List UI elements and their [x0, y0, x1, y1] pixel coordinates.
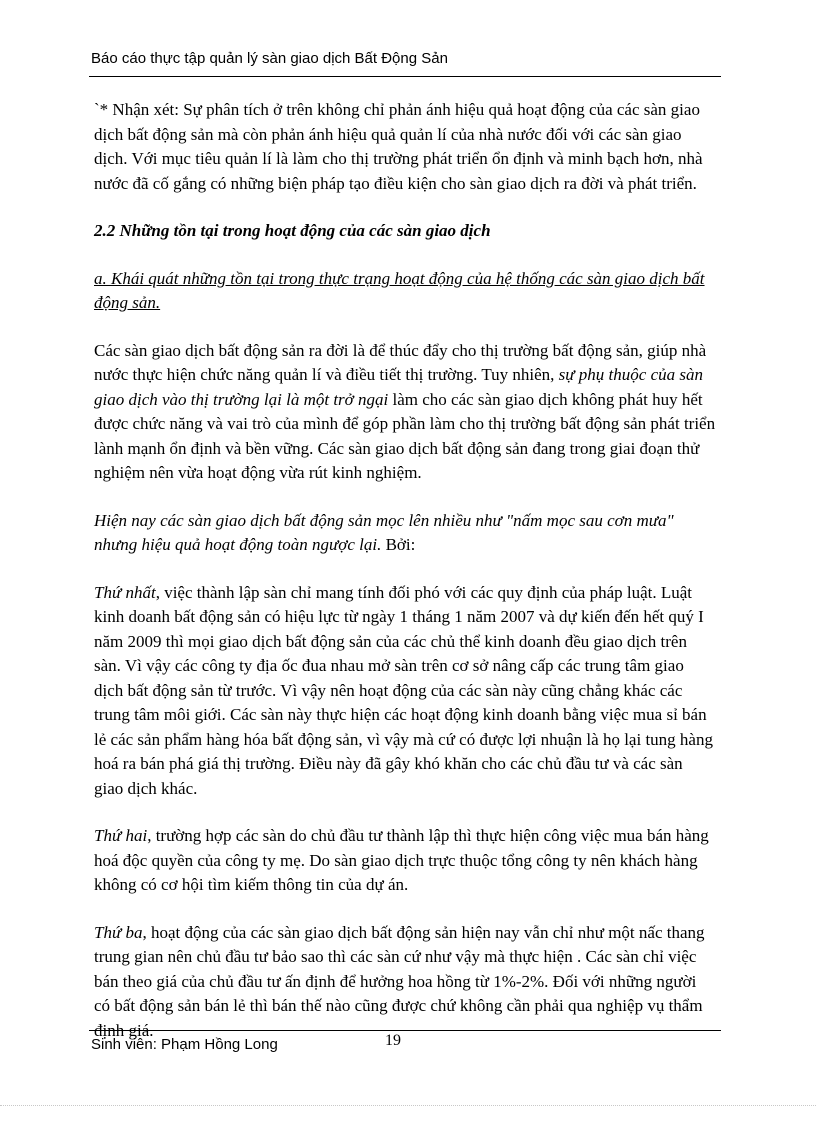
page-header-title: Báo cáo thực tập quản lý sàn giao dịch Bất Động Sản [91, 50, 448, 67]
paragraph-third [94, 921, 716, 1044]
paragraph-intro-text-b: làm cho các sàn giao dịch không phát huy hết được chức năng và vai trò của mình để góp phần làm cho thị trường bất động sản phát triển lành mạnh ổn định và bền vững. Các sàn giao dịch bất động sản đang trong giai đoạn thử nghiệm nên vừa hoạt động vừa rút kinh nghiệm. [94, 389, 716, 482]
paragraph-intro [94, 339, 716, 486]
paragraph-first-lead: Thứ nhất [94, 582, 156, 602]
paragraph-intro-text-a: Các sàn giao dịch bất động sản ra đời là để thúc đẩy cho thị trường bất động sản, giúp nhà nước thực hiện chức năng quản lí và điều tiết thị trường. Tuy nhiên, [94, 340, 707, 384]
paragraph-current-state [94, 509, 716, 558]
paragraph-third-lead: Thứ ba [94, 922, 143, 942]
paragraph-second-text: , trường hợp các sàn do chủ đầu tư thành lập thì thực hiện công việc mua bán hàng hoá độc quyền của công ty mẹ. Do sàn giao dịch trực thuộc tổng công ty nên khách hàng không có cơ hội tìm kiếm thông tin của dự án. [94, 826, 709, 894]
paragraph-third-text: , hoạt động của các sàn giao dịch bất động sản hiện nay vẫn chỉ như một nấc thang trung gian nên chủ đầu tư bảo sao thì các sàn cứ như vậy mà thực hiện . Các sàn chỉ việc bán theo giá của chủ đầu tư ấn định để hưởng hoa hồng từ 1%-2%. Đối với những người có bất động sản bán lẻ thì bán thế nào cũng được chứ không cần phải qua nghiệp vụ thẩm định giá. [94, 922, 705, 1040]
paragraph-second [94, 824, 716, 898]
subsection-heading: a. Khái quát những tồn tại trong thực trạng hoạt động của hệ thống các sàn giao dịch bất động sản. [94, 268, 705, 312]
paragraph-first-text: , việc thành lập sàn chỉ mang tính đối phó với các quy định của pháp luật. Luật kinh doanh bất động sản có hiệu lực từ ngày 1 tháng 1 năm 2007 và dự kiến đến hết quý I năm 2009 thì mọi giao dịch bất động sản của các chủ thể kinh doanh đều giao dịch trên sàn. Vì vậy các công ty địa ốc đua nhau mở sàn trên cơ sở nâng cấp các trung tâm giao dịch bất động sản từ trước. Vì vậy nên hoạt động của các sàn này cũng chẳng khác các trung tâm môi giới. Các sàn này thực hiện các hoạt động kinh doanh bằng việc mua sỉ bán lẻ các sản phẩm hàng hóa bất động sản, vì vậy mà cứ có được lợi nhuận là họ lại tung hàng hoá ra bán phá giá thị trường. Điều này đã gây khó khăn cho các chủ đầu tư và các sàn giao dịch khác. [94, 582, 713, 798]
section-heading: 2.2 Những tồn tại trong hoạt động của các sàn giao dịch [94, 221, 491, 240]
paragraph-current-state-emphasis: Hiện nay các sàn giao dịch bất động sản mọc lên nhiều như "nấm mọc sau cơn mưa" nhưng hiệu quả hoạt động toàn ngược lại. [94, 510, 674, 554]
paragraph-second-lead: Thứ hai [94, 826, 148, 845]
footer-page-number: 19 [385, 1032, 401, 1049]
page-bottom-dotted-line [0, 1105, 816, 1106]
paragraph-first [94, 581, 716, 802]
document-body [94, 98, 716, 1066]
header-rule [89, 76, 721, 77]
paragraph-intro-emphasis: sự phụ thuộc của sàn giao dịch vào thị trường lại là một trở ngại [94, 365, 703, 409]
footer-student-name: Sinh viên: Phạm Hồng Long [91, 1036, 278, 1053]
paragraph-remark: `* Nhận xét: Sự phân tích ở trên không chỉ phản ánh hiệu quả hoạt động của các sàn giao dịch bất động sản mà còn phản ánh hiệu quả quản lí của nhà nước đối với các sàn giao dịch. Với mục tiêu quản lí là làm cho thị trường phát triển ổn định và minh bạch hơn, nhà nước đã cố gắng có những biện pháp tạo điều kiện cho sàn giao dịch ra đời và phát triển. [94, 100, 703, 193]
footer-rule [89, 1030, 721, 1031]
paragraph-current-state-text: Bởi: [381, 535, 416, 554]
